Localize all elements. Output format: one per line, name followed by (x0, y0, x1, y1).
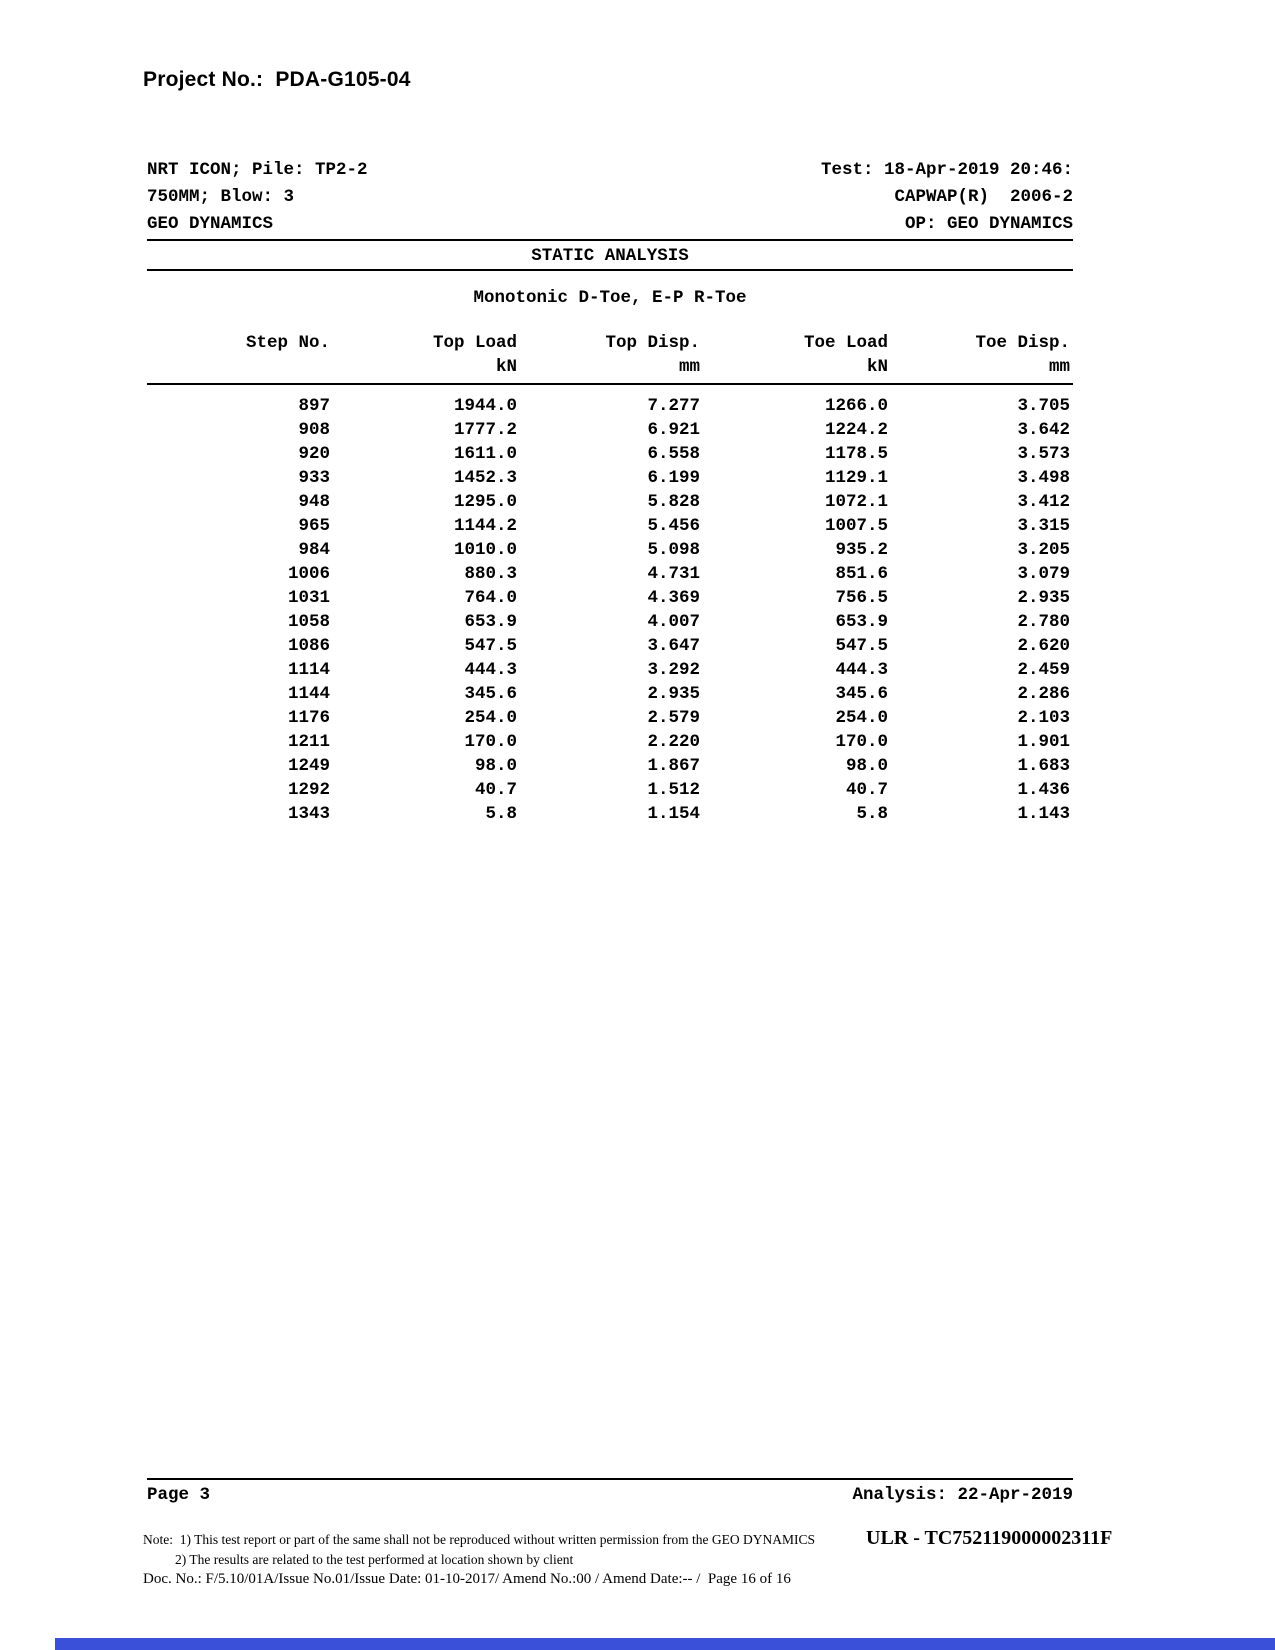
unit-step-no (147, 355, 330, 379)
table-cell: 1777.2 (453, 420, 517, 440)
column-header-top-disp: Top Disp. (605, 333, 700, 353)
table-cell: 345.6 (464, 684, 517, 704)
bottom-blue-bar (55, 1638, 1275, 1650)
unit-top-load: kN (495, 357, 517, 377)
unit-toe-load: kN (866, 357, 888, 377)
table-cell: 935.2 (835, 540, 888, 560)
table-cell: 1.512 (647, 780, 700, 800)
table-cell: 948 (298, 492, 330, 512)
section-title: STATIC ANALYSIS (531, 246, 689, 266)
table-cell: 2.286 (1017, 684, 1070, 704)
table-cell: 897 (298, 396, 330, 416)
table-cell: 1.683 (1017, 756, 1070, 776)
table-cell: 2.780 (1017, 612, 1070, 632)
table-cell: 98.0 (474, 756, 517, 776)
table-cell: 1224.2 (824, 420, 888, 440)
table-cell: 3.412 (1017, 492, 1070, 512)
table-cell: 1129.1 (824, 468, 888, 488)
table-row (147, 658, 1073, 682)
unit-toe-disp: mm (1048, 357, 1070, 377)
company-line: GEO DYNAMICS (147, 214, 274, 234)
table-cell: 1176 (287, 708, 330, 728)
title-divider (147, 269, 1073, 271)
table-cell: 1007.5 (824, 516, 888, 536)
table-cell: 1.143 (1017, 804, 1070, 824)
table-cell: 1295.0 (453, 492, 517, 512)
table-cell: 345.6 (835, 684, 888, 704)
analysis-subtitle: Monotonic D-Toe, E-P R-Toe (473, 288, 747, 308)
table-row (147, 610, 1073, 634)
table-cell: 920 (298, 444, 330, 464)
table-cell: 1031 (287, 588, 330, 608)
table-cell: 3.205 (1017, 540, 1070, 560)
table-row (147, 394, 1073, 418)
table-cell: 1178.5 (824, 444, 888, 464)
table-row (147, 490, 1073, 514)
table-cell: 547.5 (835, 636, 888, 656)
table-row (147, 514, 1073, 538)
table-cell: 2.935 (647, 684, 700, 704)
table-cell: 653.9 (835, 612, 888, 632)
table-cell: 40.7 (845, 780, 888, 800)
table-cell: 2.579 (647, 708, 700, 728)
table-cell: 4.369 (647, 588, 700, 608)
table-cell: 880.3 (464, 564, 517, 584)
table-cell: 5.8 (485, 804, 517, 824)
table-cell: 1086 (287, 636, 330, 656)
table-row (147, 706, 1073, 730)
table-cell: 2.620 (1017, 636, 1070, 656)
column-header-toe-disp: Toe Disp. (975, 333, 1070, 353)
page-footer (147, 1484, 1073, 1506)
table-cell: 984 (298, 540, 330, 560)
table-cell: 6.199 (647, 468, 700, 488)
report-header-right (821, 157, 1073, 238)
table-header-divider (147, 383, 1073, 385)
table-cell: 5.098 (647, 540, 700, 560)
table-cell: 4.007 (647, 612, 700, 632)
table-cell: 1611.0 (453, 444, 517, 464)
blow-line: 750MM; Blow: 3 (147, 187, 295, 207)
table-cell: 2.220 (647, 732, 700, 752)
table-cell: 1.901 (1017, 732, 1070, 752)
table-row (147, 754, 1073, 778)
table-cell: 1006 (287, 564, 330, 584)
table-cell: 40.7 (474, 780, 517, 800)
table-cell: 1058 (287, 612, 330, 632)
table-cell: 1452.3 (453, 468, 517, 488)
table-cell: 908 (298, 420, 330, 440)
table-row (147, 634, 1073, 658)
table-cell: 5.828 (647, 492, 700, 512)
table-cell: 764.0 (464, 588, 517, 608)
table-cell: 1266.0 (824, 396, 888, 416)
report-header (147, 157, 1073, 238)
doc-number-line: Doc. No.: F/5.10/01A/Issue No.01/Issue Date: 01-10-2017/ Amend No.:00 / Amend Date:-- / Page 16 of 16 (143, 1571, 791, 1587)
capwap-version-line: CAPWAP(R) 2006-2 (894, 187, 1073, 207)
table-body (147, 394, 1073, 826)
table-cell: 7.277 (647, 396, 700, 416)
table-header-row (147, 331, 1073, 355)
pile-id-line: NRT ICON; Pile: TP2-2 (147, 160, 368, 180)
table-cell: 1144.2 (453, 516, 517, 536)
note-line-2: 2) The results are related to the test performed at location shown by client (175, 1552, 574, 1567)
header-divider (147, 239, 1073, 241)
table-cell: 6.921 (647, 420, 700, 440)
table-cell: 3.642 (1017, 420, 1070, 440)
table-cell: 254.0 (835, 708, 888, 728)
table-cell: 1.436 (1017, 780, 1070, 800)
table-cell: 1343 (287, 804, 330, 824)
table-cell: 3.498 (1017, 468, 1070, 488)
project-number: Project No.: PDA-G105-04 (143, 68, 411, 91)
table-row (147, 730, 1073, 754)
column-header-top-load: Top Load (432, 333, 517, 353)
table-cell: 653.9 (464, 612, 517, 632)
table-cell: 1.867 (647, 756, 700, 776)
table-cell: 933 (298, 468, 330, 488)
table-row (147, 442, 1073, 466)
report-header-left (147, 157, 368, 238)
table-cell: 98.0 (845, 756, 888, 776)
table-row (147, 802, 1073, 826)
table-cell: 1292 (287, 780, 330, 800)
table-cell: 254.0 (464, 708, 517, 728)
test-date-line: Test: 18-Apr-2019 20:46: (820, 160, 1073, 180)
column-header-toe-load: Toe Load (803, 333, 888, 353)
analysis-date: Analysis: 22-Apr-2019 (852, 1485, 1073, 1505)
operator-line: OP: GEO DYNAMICS (904, 214, 1073, 234)
table-cell: 1211 (287, 732, 330, 752)
ulr-number: ULR - TC752119000002311F (866, 1527, 1113, 1549)
table-cell: 756.5 (835, 588, 888, 608)
table-cell: 6.558 (647, 444, 700, 464)
unit-top-disp: mm (678, 357, 700, 377)
footer-divider (147, 1478, 1073, 1480)
table-cell: 851.6 (835, 564, 888, 584)
table-cell: 1114 (287, 660, 330, 680)
table-cell: 2.935 (1017, 588, 1070, 608)
table-cell: 965 (298, 516, 330, 536)
table-cell: 3.647 (647, 636, 700, 656)
table-cell: 3.315 (1017, 516, 1070, 536)
table-cell: 1944.0 (453, 396, 517, 416)
note-line-1: Note: 1) This test report or part of the same shall not be reproduced without written permission from the GEO DYNAMICS (143, 1532, 815, 1547)
table-cell: 547.5 (464, 636, 517, 656)
table-row (147, 418, 1073, 442)
table-cell: 1010.0 (453, 540, 517, 560)
table-cell: 2.459 (1017, 660, 1070, 680)
table-row (147, 562, 1073, 586)
table-cell: 3.573 (1017, 444, 1070, 464)
table-row (147, 466, 1073, 490)
table-cell: 444.3 (464, 660, 517, 680)
table-cell: 3.079 (1017, 564, 1070, 584)
table-row (147, 778, 1073, 802)
table-cell: 5.8 (856, 804, 888, 824)
table-units-row (147, 355, 1073, 379)
table-cell: 4.731 (647, 564, 700, 584)
table-row (147, 538, 1073, 562)
table-cell: 170.0 (464, 732, 517, 752)
table-cell: 3.292 (647, 660, 700, 680)
table-cell: 3.705 (1017, 396, 1070, 416)
table-row (147, 682, 1073, 706)
table-cell: 5.456 (647, 516, 700, 536)
table-cell: 2.103 (1017, 708, 1070, 728)
table-cell: 1072.1 (824, 492, 888, 512)
table-cell: 1144 (287, 684, 330, 704)
table-cell: 170.0 (835, 732, 888, 752)
column-header-step-no: Step No. (245, 333, 330, 353)
table-cell: 444.3 (835, 660, 888, 680)
table-row (147, 586, 1073, 610)
page-number: Page 3 (147, 1485, 211, 1505)
table-cell: 1.154 (647, 804, 700, 824)
table-cell: 1249 (287, 756, 330, 776)
